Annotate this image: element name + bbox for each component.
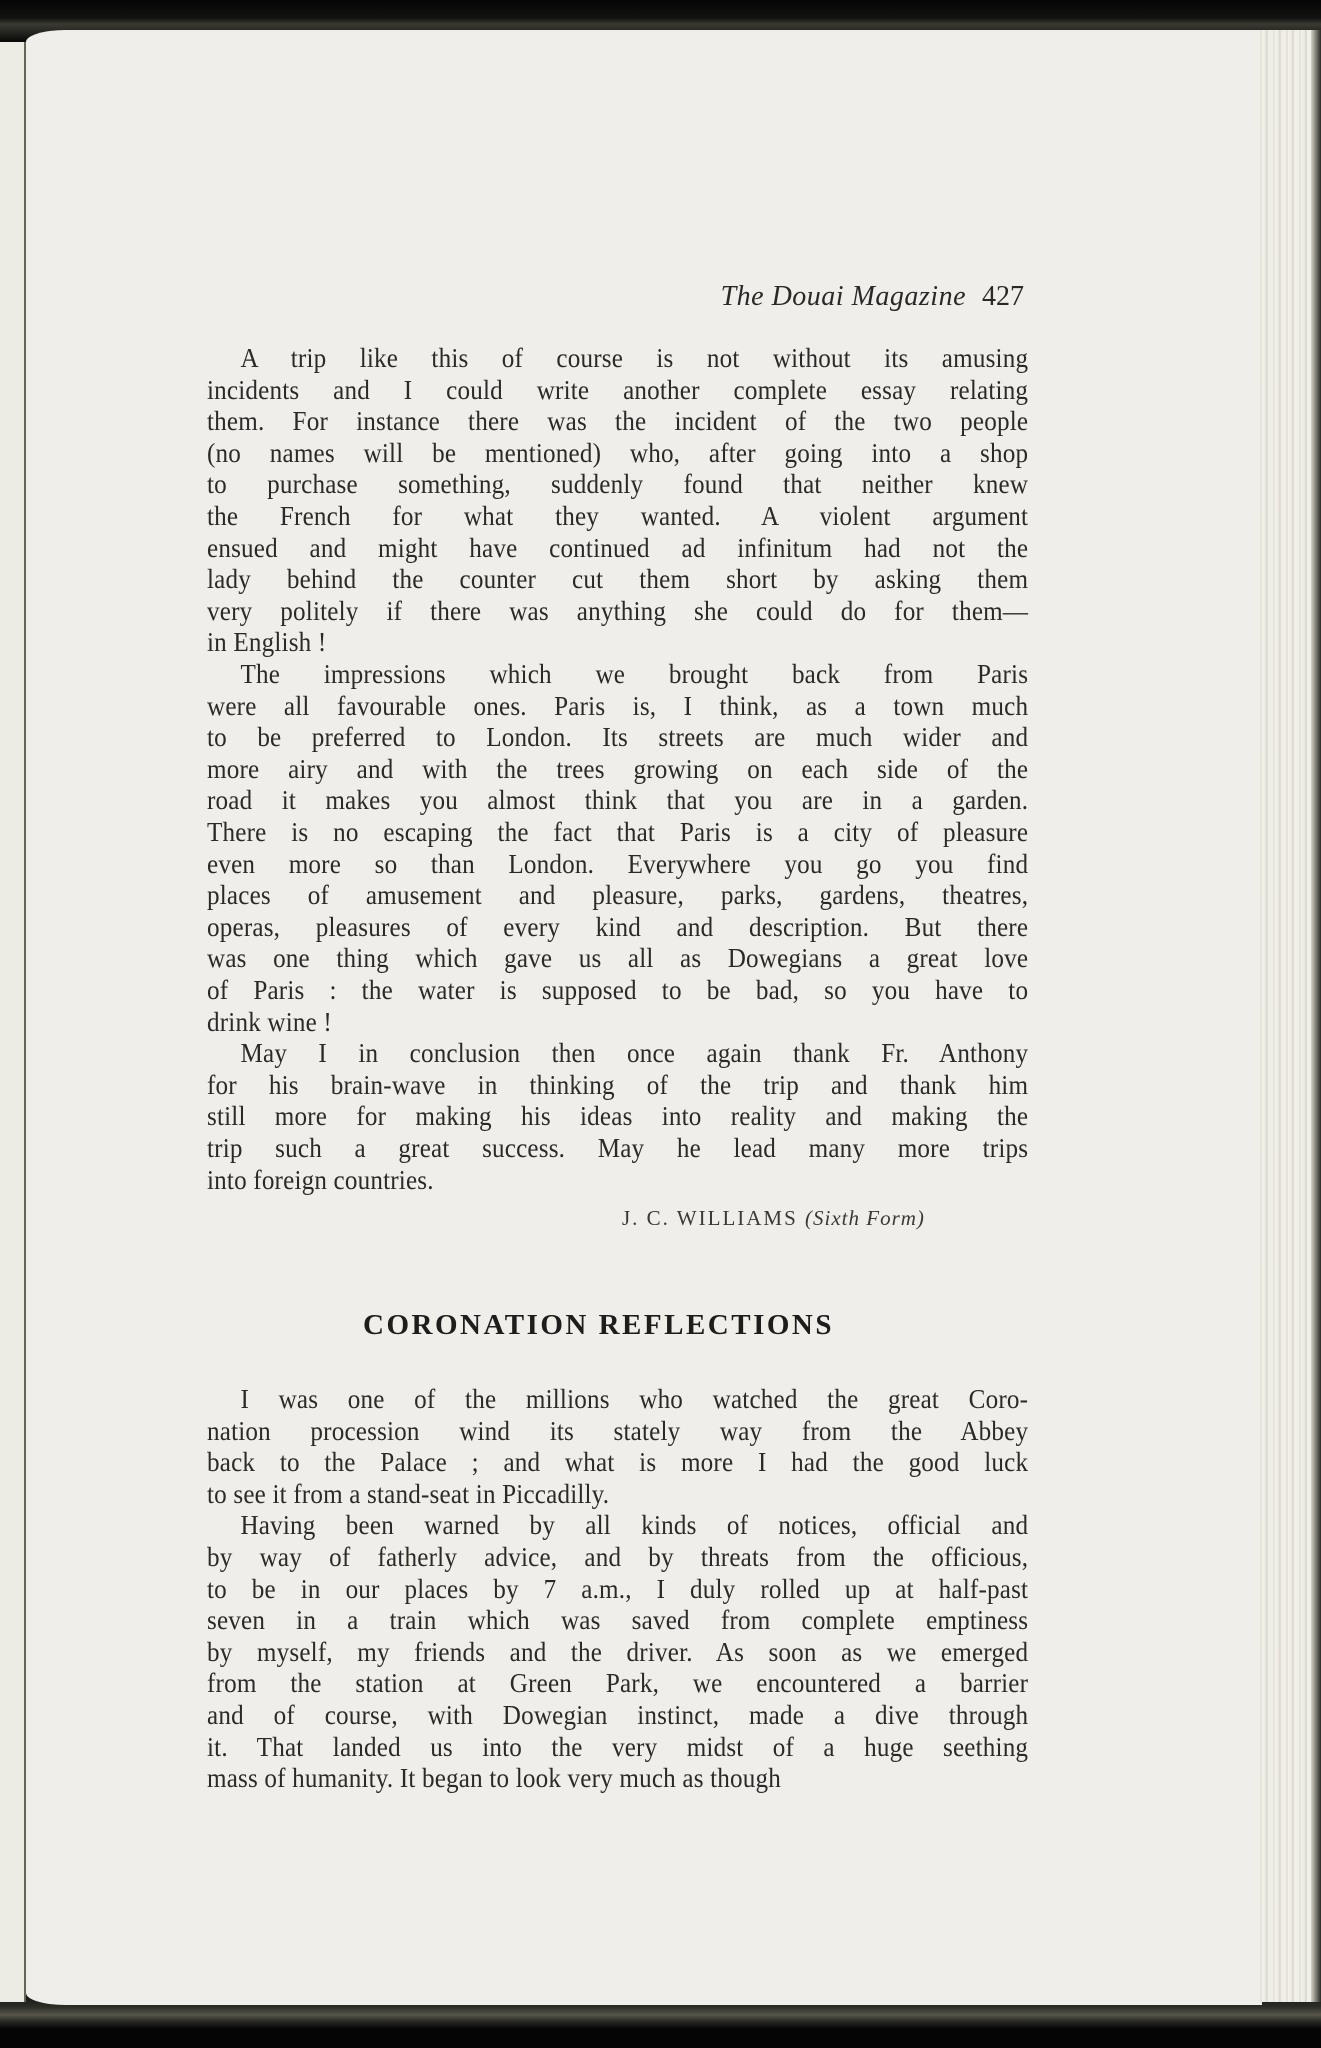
text-line: more airy and with the trees growing on each side of the (207, 753, 1029, 784)
text-line: very politely if there was anything she could do for them— (207, 595, 1029, 626)
text-line: and of course, with Dowegian instinct, made a dive through (207, 1700, 1029, 1730)
text-line: in English ! (207, 627, 327, 658)
text-line: to be in our places by 7 a.m., I duly rolled up at half-past (207, 1573, 1029, 1604)
text-line: were all favourable ones. Paris is, I think, as a town much (207, 690, 1029, 721)
text-line: The impressions which we brought back from Paris (240, 659, 1029, 689)
text-line: into foreign countries. (207, 1164, 434, 1195)
text-line: incidents and I could write another complete essay relating (207, 374, 1029, 405)
text-line: was one thing which gave us all as Dowegians a great love (207, 943, 1029, 974)
text-line: by myself, my friends and the driver. As soon as we emerged (207, 1636, 1029, 1667)
text-line: May I in conclusion then once again thank Fr. Anthony (240, 1038, 1029, 1069)
article-heading: CORONATION REFLECTIONS (363, 1309, 834, 1341)
text-line: lady behind the counter cut them short by asking them (207, 564, 1029, 595)
text-line: operas, pleasures of every kind and description. But there (207, 911, 1029, 942)
text-line: to purchase something, suddenly found that neither knew (207, 469, 1029, 500)
magazine-title: The Douai Magazine (720, 281, 966, 312)
text-line: road it makes you almost think that you are in a garden. (207, 785, 1029, 816)
text-line: places of amusement and pleasure, parks, gardens, theatres, (207, 880, 1029, 911)
text-line: nation procession wind its stately way from the Abbey (207, 1415, 1029, 1446)
text-line: of Paris : the water is supposed to be bad, so you have to (207, 975, 1029, 1005)
text-line: still more for making his ideas into reality and making the (207, 1101, 1029, 1132)
running-head (721, 281, 1024, 313)
author-name: J. C. WILLIAMS (622, 1206, 798, 1230)
text-line: the French for what they wanted. A violent argument (207, 501, 1029, 531)
facing-page-edge (0, 42, 26, 2002)
text-line: seven in a train which was saved from complete emptiness (207, 1605, 1029, 1636)
text-line: to be preferred to London. Its streets are much wider and (207, 722, 1029, 753)
text-line: to see it from a stand-seat in Piccadilly. (207, 1478, 610, 1509)
text-line: (no names will be mentioned) who, after going into a shop (207, 437, 1029, 468)
text-line: mass of humanity. It began to look very much as though (207, 1763, 781, 1794)
page-number: 427 (982, 281, 1024, 312)
author-form: (Sixth Form) (805, 1206, 925, 1230)
text-line: ensued and might have continued ad infinitum had not the (207, 532, 1029, 563)
text-line: A trip like this of course is not without its amusing (240, 343, 1029, 373)
text-line: back to the Palace ; and what is more I had the good luck (207, 1447, 1029, 1478)
text-line: I was one of the millions who watched the great Coro- (240, 1384, 1029, 1414)
text-line: even more so than London. Everywhere you go you find (207, 848, 1029, 879)
text-line: for his brain-wave in thinking of the trip and thank him (207, 1069, 1029, 1100)
text-line: it. That landed us into the very midst of a huge seething (207, 1731, 1029, 1762)
text-line: Having been warned by all kinds of notices, official and (240, 1510, 1029, 1541)
text-line: them. For instance there was the incident of the two people (207, 406, 1029, 437)
stacked-page-edges (1255, 30, 1321, 2002)
text-line: There is no escaping the fact that Paris is a city of pleasure (207, 817, 1029, 847)
text-line: by way of fatherly advice, and by threats from the officious, (207, 1542, 1029, 1572)
text-line: from the station at Green Park, we encountered a barrier (207, 1668, 1029, 1699)
text-line: drink wine ! (207, 1006, 332, 1037)
author-signature (622, 1206, 925, 1231)
text-line: trip such a great success. May he lead many more trips (207, 1133, 1029, 1163)
